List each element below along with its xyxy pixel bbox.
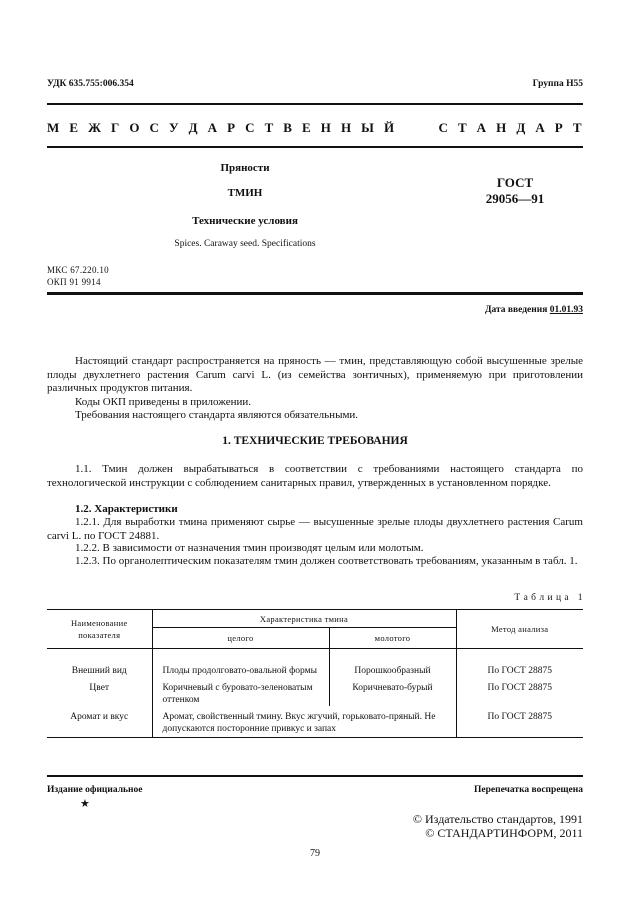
intro-okp-note: Коды ОКП приведены в приложении. [75,396,252,408]
okp-code: ОКП 91 9914 [47,277,101,287]
subtitle: Технические условия [192,215,298,227]
category: Пряности [220,162,270,174]
intro-date [485,305,583,315]
footer-rule [47,775,583,777]
table-row [47,677,583,706]
row-method: По ГОСТ 28875 [487,683,552,693]
row-whole: Плоды продолговато-овальной формы [152,649,329,678]
header-method: Метод анализа [456,610,583,649]
intro-date-label: Дата введения [484,305,548,315]
page-number: 79 [310,848,320,859]
table-row [47,706,583,738]
title-rule [47,292,583,295]
paragraph-1-1: 1.1. Тмин должен вырабатываться в соответствии с требованиями настоящего стандарта по технологической инструкции с соблюдением санитарных правил, утвержденных в установленном порядке. [47,463,583,489]
gost-number: 29056—91 [485,191,545,206]
row-name: Внешний вид [47,649,152,678]
header-name: Наименование показателя [47,610,152,649]
product-name: ТМИН [227,187,263,199]
reprint-notice: Перепечатка воспрещена [473,785,583,795]
row-name: Цвет [47,677,152,706]
row-name: Аромат и вкус [47,706,152,738]
paragraph-1-2-1: 1.2.1. Для выработки тмина применяют сырье — высушенные зрелые плоды двухлетнего растения Carum carvi L. по ГОСТ 24881. [47,516,583,542]
row-method: По ГОСТ 28875 [487,666,552,676]
row-method: По ГОСТ 28875 [487,712,552,722]
paragraph-1-2: 1.2. Характеристики [75,503,178,515]
header-ground: молотого [329,628,456,649]
row-whole: Коричневый с буровато-зеленоватым оттенком [152,677,329,706]
udk-code: УДК 635.755:006.354 [47,79,134,89]
standard-banner: М Е Ж Г О С У Д А Р С Т В Е Н Н Ы Й С Т А Н Д А Р Т [47,120,583,135]
requirements-table [47,609,583,738]
row-ground: Коричневато-бурый [329,677,456,706]
section-title: 1. ТЕХНИЧЕСКИЕ ТРЕБОВАНИЯ [222,435,408,447]
table-row [47,649,583,678]
copyright-1: © Издательство стандартов, 1991 [412,812,583,826]
row-ground: Порошкообразный [329,649,456,678]
official-edition: Издание официальное [47,785,143,795]
intro-date-value: 01.01.93 [549,305,583,315]
paragraph-1-2-3: 1.2.3. По органолептическим показателям тмин должен соответствовать требованиям, указанным в табл. 1. [75,555,578,567]
header-whole: целого [152,628,329,649]
intro-paragraph: Настоящий стандарт распространяется на пряность — тмин, представляющую собой высушенные зрелые плоды двухлетнего растения Carum carvi L. (из семейства зонтичных), применяемую при приготовлении различных продуктов питания. [47,355,583,395]
mks-code: МКС 67.220.10 [47,265,109,275]
english-title: Spices. Caraway seed. Specifications [174,239,316,249]
intro-mandatory-note: Требования настоящего стандарта являются обязательными. [75,409,359,421]
banner-rule [47,146,583,148]
group-code: Группа Н55 [532,79,583,89]
gost-label: ГОСТ [496,175,534,190]
row-merged: Аромат, свойственный тмину. Вкус жгучий, горьковато-пряный. Не допускаются посторонние привкус и запах [152,706,456,738]
copyright-2: © СТАНДАРТИНФОРМ, 2011 [425,826,583,840]
paragraph-1-2-2: 1.2.2. В зависимости от назначения тмин производят целым или молотым. [75,542,424,554]
top-rule [47,103,583,105]
header-characteristic: Характеристика тмина [152,610,456,628]
table-caption: Т а б л и ц а 1 [514,593,583,603]
star-icon: ★ [80,798,90,810]
